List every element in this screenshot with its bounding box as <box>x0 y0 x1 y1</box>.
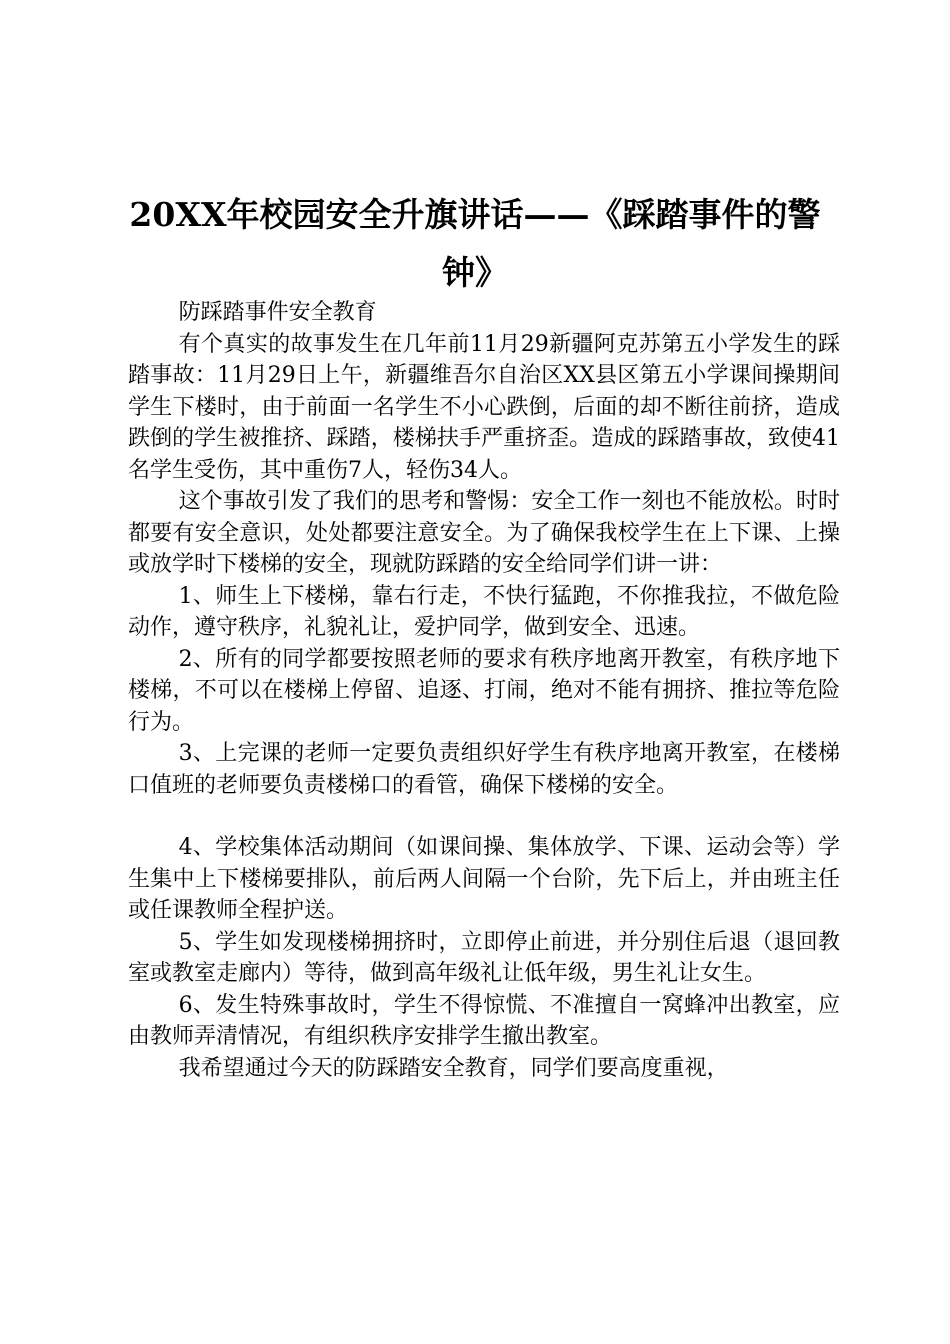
paragraph-rule-1: 1、师生上下楼梯，靠右行走，不快行猛跑，不你推我拉，不做危险动作，遵守秩序，礼貌礼让，爱护同学，做到安全、迅速。 <box>128 583 840 640</box>
document-body <box>128 297 840 1084</box>
paragraph-rule-5: 5、学生如发现楼梯拥挤时，立即停止前进，并分别住后退（退回教室或教室走廊内）等待，做到高年级礼让低年级，男生礼让女生。 <box>128 929 840 986</box>
section-heading: 防踩踏事件安全教育 <box>178 300 377 325</box>
paragraph-reflection: 这个事故引发了我们的思考和警惕：安全工作一刻也不能放松。时时都要有安全意识，处处都要注意安全。为了确保我校学生在上下课、上操或放学时下楼梯的安全，现就防踩踏的安全给同学们讲一讲： <box>128 489 840 577</box>
paragraph-closing: 我希望通过今天的防踩踏安全教育，同学们要高度重视， <box>178 1055 729 1081</box>
paragraph-incident: 有个真实的故事发生在几年前11月29新疆阿克苏第五小学发生的踩踏事故：11月29日上午，新疆维吾尔自治区XX县区第五小学课间操期间学生下楼时，由于前面一名学生不小心跌倒，后面的却不断往前挤，造成跌倒的学生被推挤、踩踏，楼梯扶手严重挤歪。造成的踩踏事故，致使41名学生受伤，其中重伤7人，轻伤34人。 <box>128 331 840 483</box>
paragraph-rule-6: 6、发生特殊事故时，学生不得惊慌、不准擅自一窝蜂冲出教室，应由教师弄清情况，有组织秩序安排学生撤出教室。 <box>128 992 840 1049</box>
document-title: 20XX年校园安全升旗讲话——《踩踏事件的警钟》 <box>129 195 821 292</box>
paragraph-rule-2: 2、所有的同学都要按照老师的要求有秩序地离开教室，有秩序地下楼梯，不可以在楼梯上停留、追逐、打闹，绝对不能有拥挤、推拉等危险行为。 <box>128 646 840 735</box>
paragraph-rule-4: 4、学校集体活动期间（如课间操、集体放学、下课、运动会等）学生集中上下楼梯要排队，前后两人间隔一个台阶，先下后上，并由班主任或任课教师全程护送。 <box>128 835 840 923</box>
paragraph-rule-3: 3、上完课的老师一定要负责组织好学生有秩序地离开教室，在楼梯口值班的老师要负责楼梯口的看管，确保下楼梯的安全。 <box>128 741 840 798</box>
